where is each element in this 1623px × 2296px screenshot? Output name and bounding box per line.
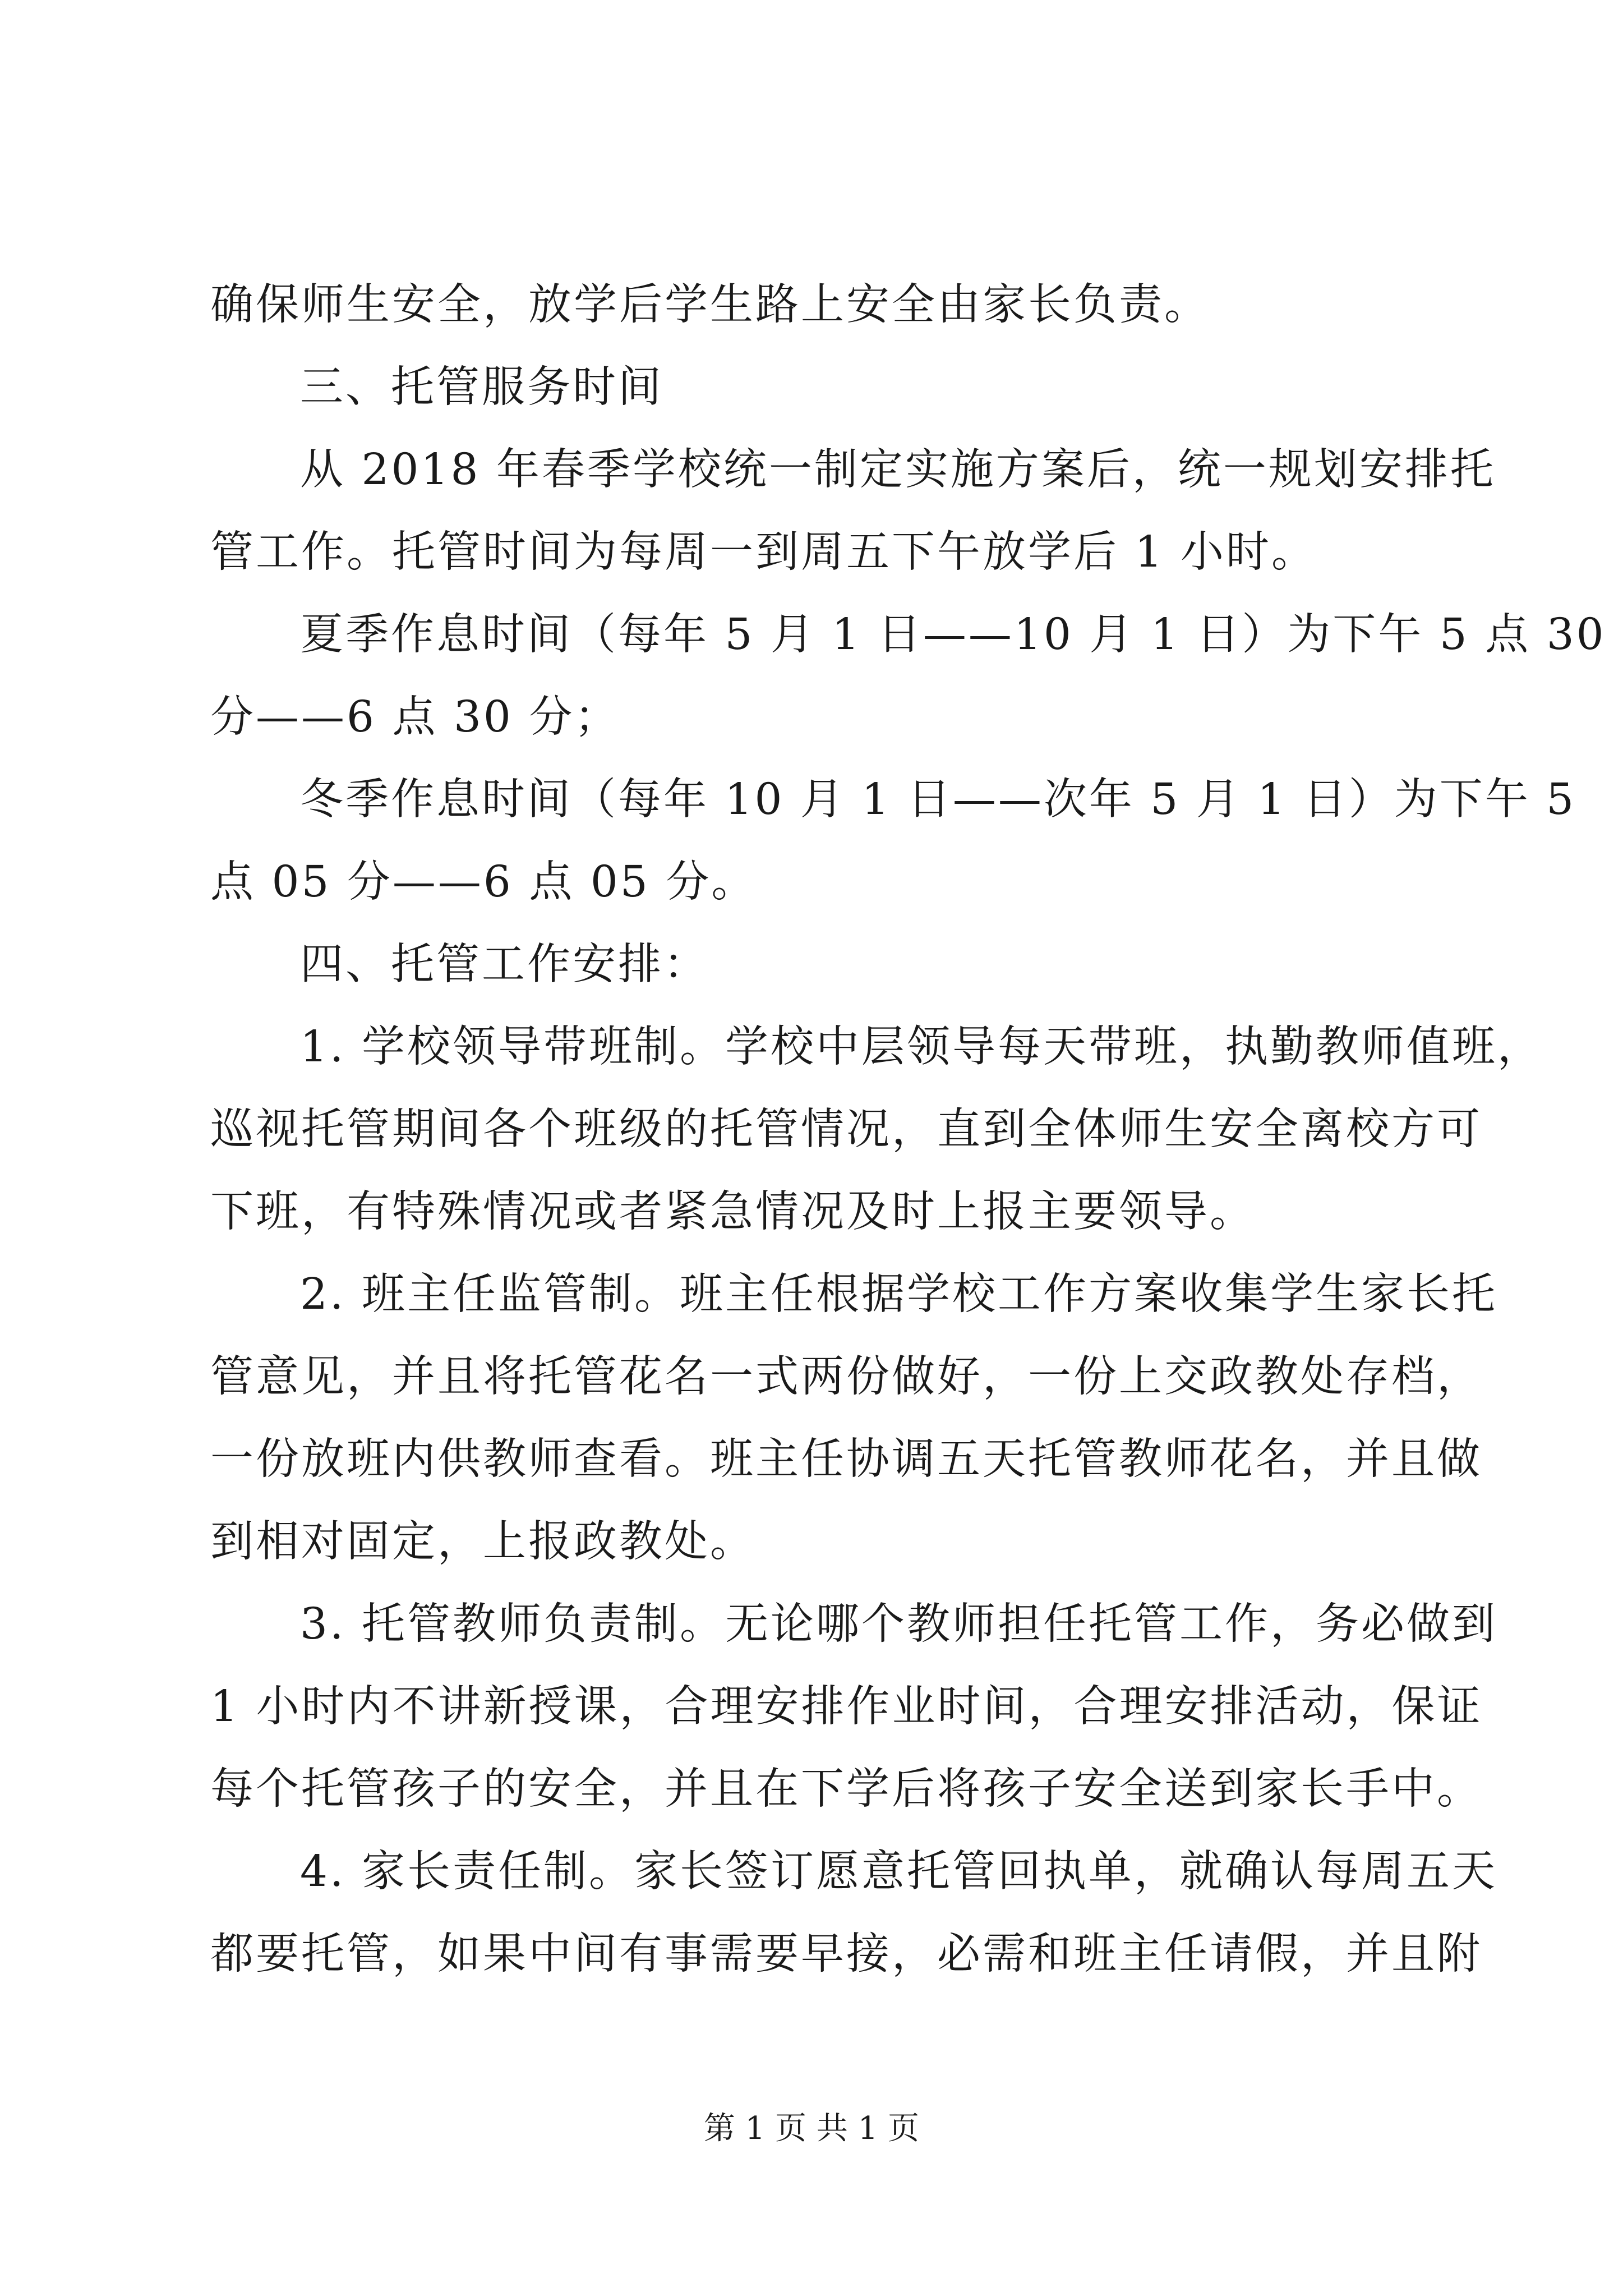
text-line: 管意见，并且将托管花名一式两份做好，一份上交政教处存档，	[210, 1352, 1482, 1402]
text-line: 确保师生安全，放学后学生路上安全由家长负责。	[210, 280, 1210, 330]
text-line: 分——6 点 30 分；	[210, 692, 620, 742]
text-line: 巡视托管期间各个班级的托管情况，直到全体师生安全离校方可	[210, 1105, 1482, 1154]
text-line: 一份放班内供教师查看。班主任协调五天托管教师花名，并且做	[210, 1434, 1482, 1484]
text-line: 到相对固定，上报政教处。	[210, 1517, 755, 1567]
text-line: 1 小时内不讲新授课，合理安排作业时间，合理安排活动，保证	[210, 1682, 1483, 1732]
text-line: 管工作。托管时间为每周一到周五下午放学后 1 小时。	[210, 527, 1317, 577]
text-line: 下班，有特殊情况或者紧急情况及时上报主要领导。	[210, 1187, 1255, 1237]
section-heading: 三、托管服务时间	[300, 362, 663, 412]
text-line: 冬季作息时间（每年 10 月 1 日——次年 5 月 1 日）为下午 5	[300, 775, 1576, 825]
text-line: 点 05 分——6 点 05 分。	[210, 857, 757, 907]
text-line: 4. 家长责任制。家长签订愿意托管回执单，就确认每周五天	[300, 1847, 1497, 1897]
page-number-footer: 第 1 页 共 1 页	[703, 2110, 920, 2147]
document-body	[210, 264, 1606, 1995]
text-line: 都要托管，如果中间有事需要早接，必需和班主任请假，并且附	[210, 1929, 1482, 1979]
text-line: 3. 托管教师负责制。无论哪个教师担任托管工作，务必做到	[300, 1599, 1497, 1649]
text-line: 夏季作息时间（每年 5 月 1 日——10 月 1 日）为下午 5 点 30	[300, 610, 1606, 660]
text-line: 从 2018 年春季学校统一制定实施方案后，统一规划安排托	[300, 445, 1496, 495]
text-line: 每个托管孩子的安全，并且在下学后将孩子安全送到家长手中。	[210, 1764, 1482, 1814]
text-line: 1. 学校领导带班制。学校中层领导每天带班，执勤教师值班，	[300, 1022, 1543, 1072]
text-line: 2. 班主任监管制。班主任根据学校工作方案收集学生家长托	[300, 1269, 1497, 1319]
section-heading: 四、托管工作安排：	[300, 940, 709, 990]
